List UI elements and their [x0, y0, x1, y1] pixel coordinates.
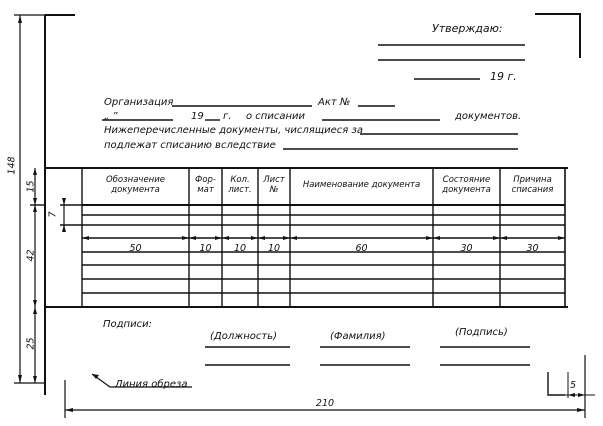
documents-label: документов. [455, 111, 522, 122]
header-designation: Обозначение документа [106, 175, 165, 195]
dimension-148: 148 [6, 156, 18, 175]
width-10-count: 10 [233, 243, 247, 254]
approve-heading: Утверждаю: [432, 22, 503, 35]
header-document-state: Состояние документа [442, 175, 491, 195]
organization-label: Организация [104, 97, 174, 108]
write-off-label: о списании [246, 111, 305, 122]
date-quote: „ ” [104, 111, 118, 122]
dimension-7: 7 [47, 211, 59, 218]
cut-line-label: Линия обреза [115, 379, 188, 390]
header-format: Фор- мат [195, 175, 216, 195]
header-sheet-count: Кол. лист. [228, 175, 252, 195]
dimension-5: 5 [569, 380, 577, 391]
dimension-15: 15 [25, 180, 37, 193]
signatures-label: Подписи: [103, 319, 152, 330]
listed-documents-text: Нижеперечисленные документы, числящиеся за [104, 125, 363, 136]
width-30-state: 30 [460, 243, 473, 254]
date-year-prefix: 19 [191, 111, 204, 122]
write-off-reason-text: подлежат списанию вследствие [104, 140, 276, 151]
width-50: 50 [129, 243, 142, 254]
date-g: г. [223, 111, 232, 122]
dimension-42: 42 [25, 249, 37, 262]
width-10-format: 10 [199, 243, 212, 254]
surname-caption: (Фамилия) [330, 331, 386, 342]
header-document-name: Наименование документа [302, 180, 421, 190]
width-10-sheet: 10 [267, 243, 281, 254]
position-caption: (Должность) [210, 331, 278, 342]
width-60: 60 [355, 243, 368, 254]
act-number-label: Акт № [318, 97, 351, 108]
signature-caption: (Подпись) [455, 327, 508, 338]
approve-year: 19 г. [490, 70, 517, 83]
dimension-25: 25 [25, 337, 37, 350]
header-sheet-number: Лист № [263, 175, 285, 195]
header-write-off-reason: Причина списания [511, 175, 554, 195]
width-30-reason: 30 [526, 243, 539, 254]
dimension-210: 210 [315, 398, 335, 409]
